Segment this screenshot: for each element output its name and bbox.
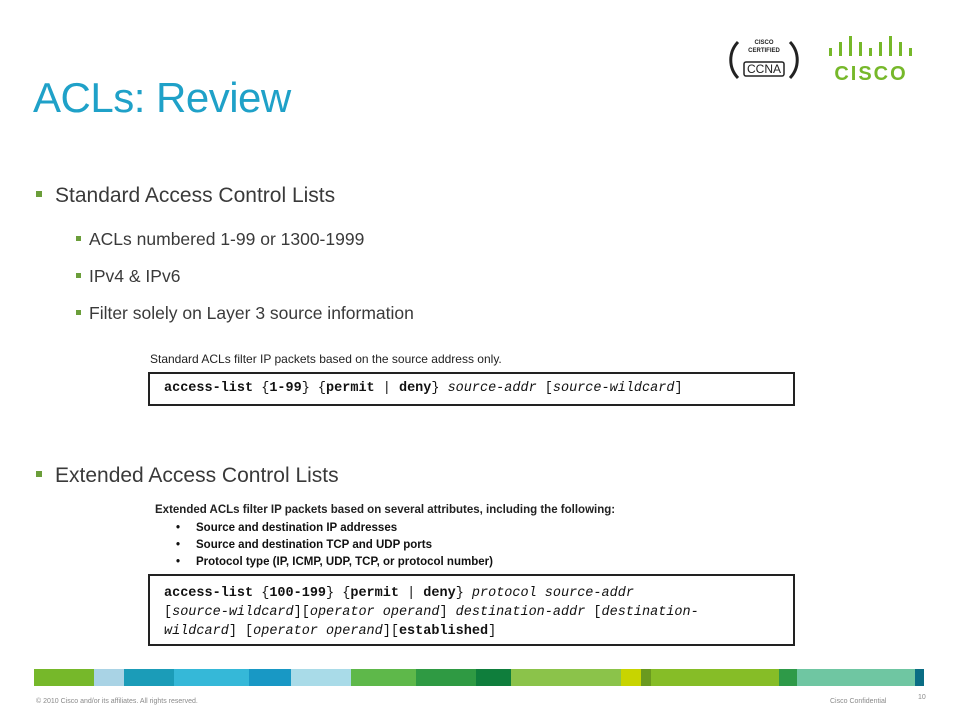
stripe-segment: [416, 669, 476, 686]
stripe-segment: [34, 669, 94, 686]
stripe-segment: [915, 669, 924, 686]
stripe-segment: [351, 669, 416, 686]
standard-acl-heading: [36, 184, 335, 208]
syntax-line-2: [source-wildcard][operator operand] destination-addr [destination-: [164, 605, 699, 620]
standard-item-1: ACLs numbered 1-99 or 1300-1999: [76, 229, 364, 250]
stripe-segment: [651, 669, 779, 686]
footer-copyright: © 2010 Cisco and/or its affiliates. All rights reserved.: [36, 698, 198, 705]
standard-acl-syntax-box: access-list {1-99} {permit | deny} source-addr [source-wildcard]: [148, 372, 795, 406]
stripe-segment: [174, 669, 249, 686]
extended-acl-heading-text: Extended Access Control Lists: [55, 464, 339, 487]
footer-page-number: 10: [918, 694, 926, 701]
stripe-segment: [124, 669, 174, 686]
stripe-segment: [621, 669, 641, 686]
standard-item-3: Filter solely on Layer 3 source information: [76, 303, 414, 324]
stripe-segment: [94, 669, 124, 686]
extended-acl-heading: [36, 464, 339, 488]
list-item: • Source and destination IP addresses: [162, 520, 493, 537]
bullet-icon: [36, 471, 42, 477]
slide-title: ACLs: Review: [33, 74, 291, 121]
stripe-segment: [779, 669, 797, 686]
bullet-icon: [76, 273, 81, 278]
stripe-segment: [511, 669, 621, 686]
list-item: • Source and destination TCP and UDP ports: [162, 537, 493, 554]
standard-acl-caption: Standard ACLs filter IP packets based on the source address only.: [150, 352, 502, 366]
ccna-certified-logo: [724, 34, 804, 86]
bullet-icon: [76, 310, 81, 315]
ccna-top-text: CISCO: [754, 40, 774, 46]
cisco-wordmark: CISCO: [834, 63, 908, 84]
standard-item-2: IPv4 & IPv6: [76, 266, 180, 287]
bullet-icon: [36, 191, 42, 197]
stripe-segment: [797, 669, 915, 686]
ccna-mid-text: CERTIFIED: [748, 48, 780, 54]
ccna-main-text: CCNA: [746, 62, 782, 76]
stripe-segment: [641, 669, 651, 686]
standard-acl-heading-text: Standard Access Control Lists: [55, 184, 336, 207]
extended-acl-caption: Extended ACLs filter IP packets based on several attributes, including the following:: [155, 504, 616, 516]
extended-acl-syntax-box: [148, 574, 795, 646]
stripe-segment: [249, 669, 291, 686]
cisco-logo: [824, 32, 920, 84]
list-item: • Protocol type (IP, ICMP, UDP, TCP, or protocol number): [162, 554, 493, 571]
syntax-line-3: wildcard] [operator operand][established]: [164, 624, 497, 639]
syntax-line-1: access-list {100-199} {permit | deny} protocol source-addr: [164, 586, 634, 601]
footer-color-stripe: [34, 669, 924, 686]
extended-attribute-list: [162, 520, 493, 571]
stripe-segment: [476, 669, 511, 686]
footer-confidential: Cisco Confidential: [830, 698, 887, 705]
stripe-segment: [291, 669, 351, 686]
bullet-icon: [76, 236, 81, 241]
